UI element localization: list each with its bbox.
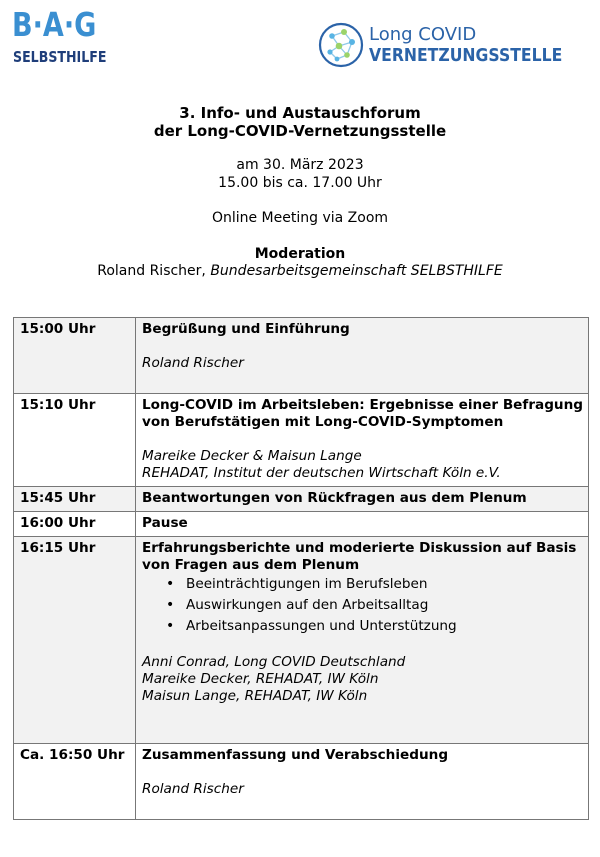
agenda-speaker: Mareike Decker & Maisun Lange [142,448,362,464]
agenda-time: 15:10 Uhr [14,394,136,487]
agenda-table [13,317,589,820]
event-meeting-format: Online Meeting via Zoom [211,210,389,226]
agenda-topic: Erfahrungsberichte und moderierte Diskussion auf Basis von Fragen aus dem Plenum [142,540,577,573]
agenda-speaker: Roland Rischer [142,355,244,371]
discussion-point: • Auswirkungen auf den Arbeitsalltag [186,595,584,616]
agenda-row [14,487,589,512]
agenda-time: 15:00 Uhr [14,318,136,394]
agenda-row [14,537,589,744]
agenda-content [136,318,589,394]
agenda-time: 16:15 Uhr [14,537,136,744]
agenda-time: 16:00 Uhr [14,512,136,537]
event-header [0,104,600,281]
long-covid-logo-line2: VERNETZUNGSSTELLE [369,45,563,66]
agenda-content [136,744,589,820]
agenda-content [136,512,589,537]
agenda-topic: Beantwortungen von Rückfragen aus dem Plenum [142,490,527,506]
discussion-point: • Arbeitsanpassungen und Unterstützung [186,616,584,637]
agenda-topic: Pause [142,515,188,531]
agenda-topic: Long-COVID im Arbeitsleben: Ergebnisse einer Befragung von Berufstätigen mit Long-COVID-Symptomen [142,397,584,430]
long-covid-vernetzungsstelle-logo [318,20,578,70]
network-globe-icon [318,22,364,68]
long-covid-logo-line1: Long COVID [369,24,477,45]
agenda-content [136,394,589,487]
moderator-line [0,263,600,281]
agenda-time: Ca. 16:50 Uhr [14,744,136,820]
agenda-speaker: Mareike Decker, REHADAT, IW Köln [142,671,379,687]
bag-selbsthilfe-logo [12,6,112,76]
agenda-row [14,318,589,394]
discussion-point: • Beeinträchtigungen im Berufsleben [186,574,584,595]
moderation-label: Moderation [254,245,346,262]
agenda-speaker: Anni Conrad, Long COVID Deutschland [142,654,406,670]
agenda-topic: Begrüßung und Einführung [142,321,350,337]
discussion-points [142,574,584,637]
event-title-line2: der Long-COVID-Vernetzungsstelle [153,122,447,140]
moderator-organization: Bundesarbeitsgemeinschaft SELBSTHILFE [210,263,503,279]
agenda-content [136,487,589,512]
bag-logo-letters: B·A·G [12,5,97,44]
agenda-row [14,512,589,537]
agenda-speaker: Maisun Lange, REHADAT, IW Köln [142,688,368,704]
agenda-speaker: REHADAT, Institut der deutschen Wirtschaft Köln e.V. [142,465,501,481]
agenda-row [14,394,589,487]
event-time: 15.00 bis ca. 17.00 Uhr [218,174,382,191]
moderator-name: Roland Rischer, [97,263,211,279]
event-date: am 30. März 2023 [236,157,364,173]
agenda-content [136,537,589,744]
agenda-row [14,744,589,820]
agenda-speaker: Roland Rischer [142,781,244,797]
agenda-time: 15:45 Uhr [14,487,136,512]
bag-logo-subtitle: SELBSTHILFE [13,48,107,66]
agenda-topic: Zusammenfassung und Verabschiedung [142,747,449,763]
event-title-line1: 3. Info- und Austauschforum [179,104,421,122]
